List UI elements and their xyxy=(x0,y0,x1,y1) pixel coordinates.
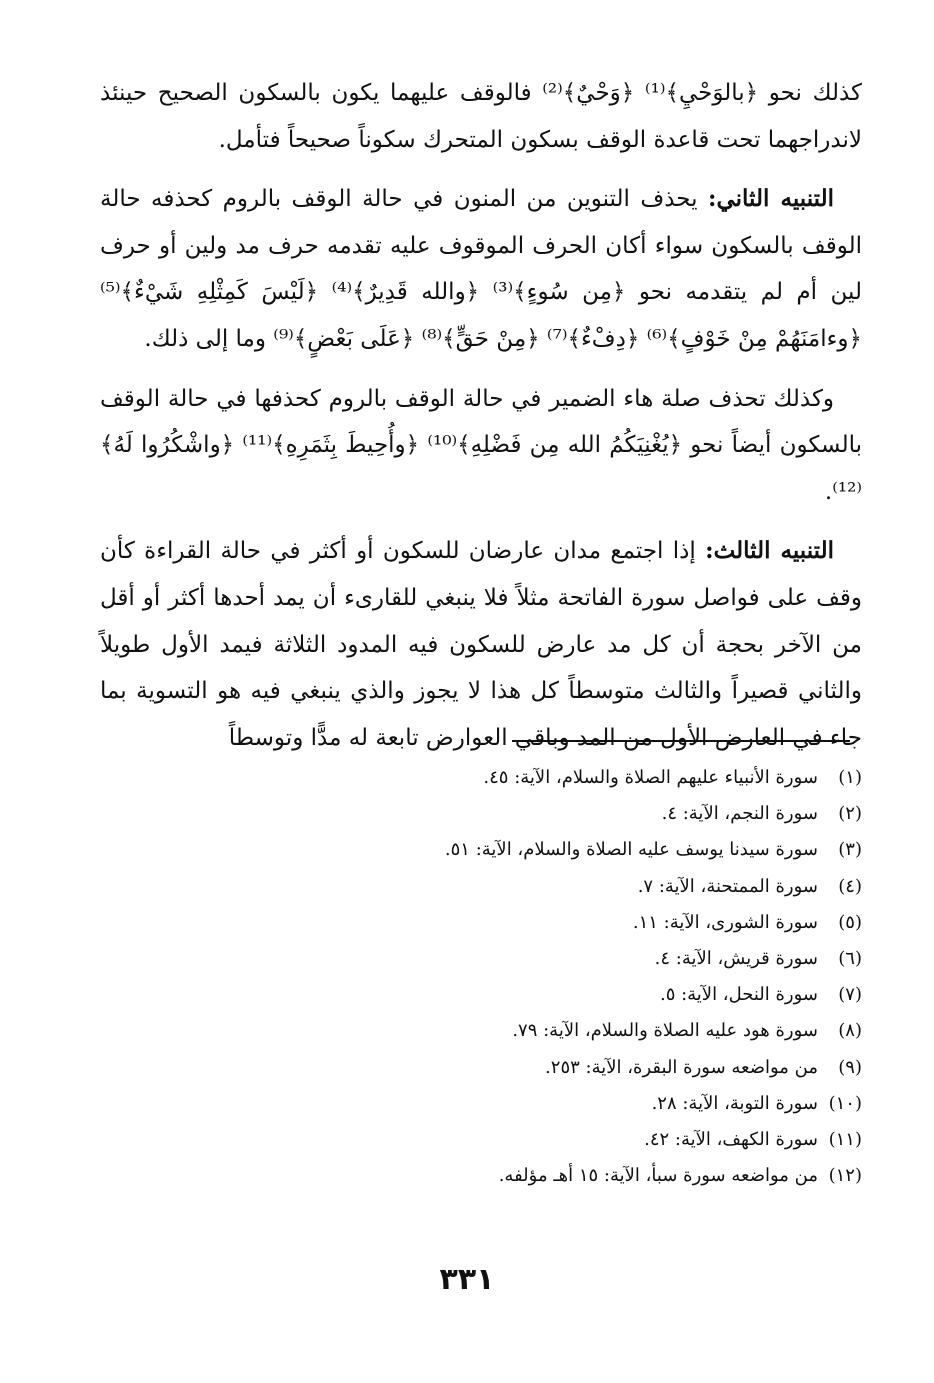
paragraph-3 xyxy=(100,376,862,516)
footnote-item xyxy=(200,905,862,941)
footnote-item xyxy=(200,796,862,832)
footnote-number: (٨) xyxy=(838,1020,862,1042)
footnote-number: (٤) xyxy=(838,875,862,897)
footnote-item xyxy=(200,1158,862,1194)
paragraph-4 xyxy=(100,528,862,761)
footnote-number: (١٢) xyxy=(828,1165,862,1187)
footnote-number: (٣) xyxy=(838,839,862,861)
footnote-item xyxy=(200,1050,862,1086)
footnote-text: سورة سيدنا يوسف عليه الصلاة والسلام، الآية: ٥١. xyxy=(444,839,818,861)
footnote-number: (١٠) xyxy=(828,1092,862,1114)
footnote-text: سورة قريش، الآية: ٤. xyxy=(654,948,818,970)
footnote-number: (٩) xyxy=(838,1056,862,1078)
footnote-text: سورة الشورى، الآية: ١١. xyxy=(632,911,818,933)
page-number: ٣٣١ xyxy=(439,1262,495,1297)
footnote-text: سورة الكهف، الآية: ٤٢. xyxy=(644,1129,818,1151)
footnote-number: (٦) xyxy=(838,948,862,970)
footnote-separator xyxy=(512,740,850,742)
footnotes-list xyxy=(200,760,862,1194)
footnote-item xyxy=(200,1086,862,1122)
footnote-text: سورة التوبة، الآية: ٢٨. xyxy=(651,1092,818,1114)
main-text xyxy=(100,70,862,774)
footnote-item xyxy=(200,869,862,905)
paragraph-2 xyxy=(100,176,862,362)
paragraph-heading: التنبيه الثاني: xyxy=(707,185,835,213)
footnote-number: (١١) xyxy=(828,1129,862,1151)
footnote-text: سورة هود عليه الصلاة والسلام، الآية: ٧٩. xyxy=(512,1020,818,1042)
footnote-item xyxy=(200,760,862,796)
footnote-number: (٥) xyxy=(838,911,862,933)
paragraph-text: يحذف التنوين من المنون في حالة الوقف بالروم كحذفه حالة الوقف بالسكون سواء أكان الحرف الموقوف عليه تقدمه حرف مد ولين أو حرف لين أم لم يتقدمه نحو ﴿مِن سُوءٍ﴾⁽³⁾ ﴿والله قَدِيرٌ﴾⁽⁴⁾ ﴿لَيْسَ كَمِثْلِهِ شَيْءٌ﴾⁽⁵⁾ ﴿وءامَنَهُمْ مِنْ خَوْفٍ﴾⁽⁶⁾ ﴿دِفْءٌ﴾⁽⁷⁾ ﴿مِنْ حَقٍّ﴾⁽⁸⁾ ﴿عَلَى بَعْضٍ﴾⁽⁹⁾ وما إلى ذلك. xyxy=(100,186,862,352)
paragraph-1 xyxy=(100,70,862,163)
footnote-text: سورة الأنبياء عليهم الصلاة والسلام، الآية: ٤٥. xyxy=(483,767,818,788)
paragraph-heading: التنبيه الثالث: xyxy=(705,537,835,565)
paragraph-text: إذا اجتمع مدان عارضان للسكون أو أكثر في حالة القراءة كأن وقف على فواصل سورة الفاتحة مثلاً فلا ينبغي للقارىء أن يمد أحدها أكثر أو أقل من الآخر بحجة أن كل مد عارض للسكون فيه المدود الثلاثة فيمد الأول طويلاً والثاني قصيراً والثالث متوسطاً كل هذا لا يجوز والذي ينبغي فيه هو التسوية بما جاء في العارض الأول من المد وباقي العوارض تابعة له مدًّا وتوسطاً xyxy=(100,538,862,751)
paragraph-text: وكذلك تحذف صلة هاء الضمير في حالة الوقف بالروم كحذفها في حالة الوقف بالسكون أيضاً نحو ﴿يُغْنِيَكُمُ الله مِن فَضْلِهِ﴾⁽¹⁰⁾ ﴿وأُحِيطَ بِثَمَرِهِ﴾⁽¹¹⁾ ﴿واشْكُرُوا لَهُ﴾⁽¹²⁾. xyxy=(100,385,862,505)
footnote-number: (٢) xyxy=(838,803,862,825)
footnote-text: سورة النحل، الآية: ٥. xyxy=(659,984,818,1006)
footnote-text: سورة الممتحنة، الآية: ٧. xyxy=(637,875,818,897)
footnote-item xyxy=(200,832,862,868)
footnote-item xyxy=(200,1122,862,1158)
footnote-item xyxy=(200,977,862,1013)
footnote-text: من مواضعه سورة سبأ، الآية: ١٥ أهـ مؤلفه. xyxy=(498,1165,818,1187)
footnote-item xyxy=(200,941,862,977)
paragraph-text: كذلك نحو ﴿بالوَحْيِ﴾⁽¹⁾ ﴿وَحْيٌ﴾⁽²⁾ فالوقف عليهما يكون بالسكون الصحيح حينئذ لاندراجهما تحت قاعدة الوقف بسكون المتحرك سكوناً صحيحاً فتأمل. xyxy=(100,80,862,153)
footnote-number: (٧) xyxy=(838,984,862,1006)
footnote-text: من مواضعه سورة البقرة، الآية: ٢٥٣. xyxy=(545,1056,818,1078)
footnote-number: (١) xyxy=(838,767,862,788)
footnote-item xyxy=(200,1013,862,1049)
footnote-text: سورة النجم، الآية: ٤. xyxy=(661,803,818,825)
